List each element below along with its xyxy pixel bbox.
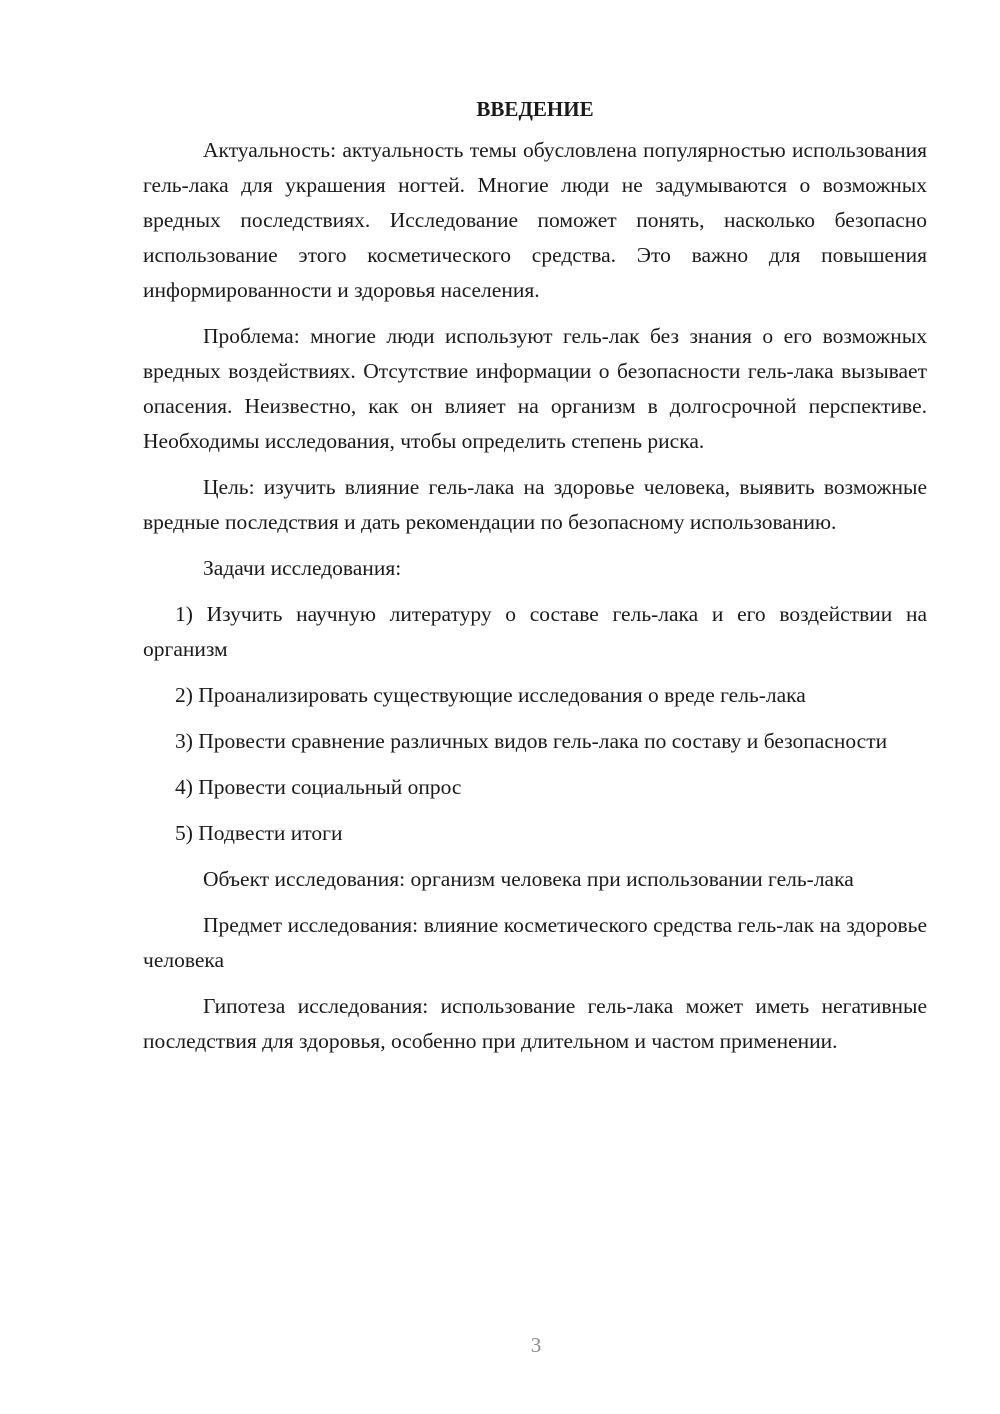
task-item: 4) Провести социальный опрос [175, 775, 462, 799]
paragraph-object: Объект исследования: организм человека при использовании гель-лака [203, 867, 854, 891]
task-item: 5) Подвести итоги [175, 821, 343, 845]
paragraph-hypothesis: Гипотеза исследования: использование гель-лака может иметь негативные последствия для здоровья, особенно при длительном и частом применении. [143, 994, 927, 1053]
page-title: ВВЕДЕНИЕ [476, 97, 594, 121]
page-number: 3 [530, 1333, 542, 1357]
document-page [143, 92, 927, 1070]
task-item: 3) Провести сравнение различных видов гель-лака по составу и безопасности [175, 729, 888, 753]
task-item: 2) Проанализировать существующие исследования о вреде гель-лака [175, 683, 806, 707]
paragraph-goal: Цель: изучить влияние гель-лака на здоровье человека, выявить возможные вредные последствия и дать рекомендации по безопасному использованию. [143, 475, 927, 534]
task-item: 1) Изучить научную литературу о составе гель-лака и его воздействии на организм [143, 602, 927, 661]
paragraph-subject: Предмет исследования: влияние косметического средства гель-лак на здоровье человека [143, 913, 927, 972]
paragraph-tasks-heading: Задачи исследования: [203, 556, 402, 580]
paragraph-problem: Проблема: многие люди используют гель-лак без знания о его возможных вредных воздействиях. Отсутствие информации о безопасности гель-лака вызывает опасения. Неизвестно, как он влияет на организм в долгосрочной перспективе. Необходимы исследования, чтобы определить степень риска. [143, 324, 927, 453]
paragraph-relevance: Актуальность: актуальность темы обусловлена популярностью использования гель-лака для украшения ногтей. Многие люди не задумываются о возможных вредных последствиях. Исследование поможет понять, насколько безопасно использование этого косметического средства. Это важно для повышения информированности и здоровья населения. [143, 138, 927, 302]
